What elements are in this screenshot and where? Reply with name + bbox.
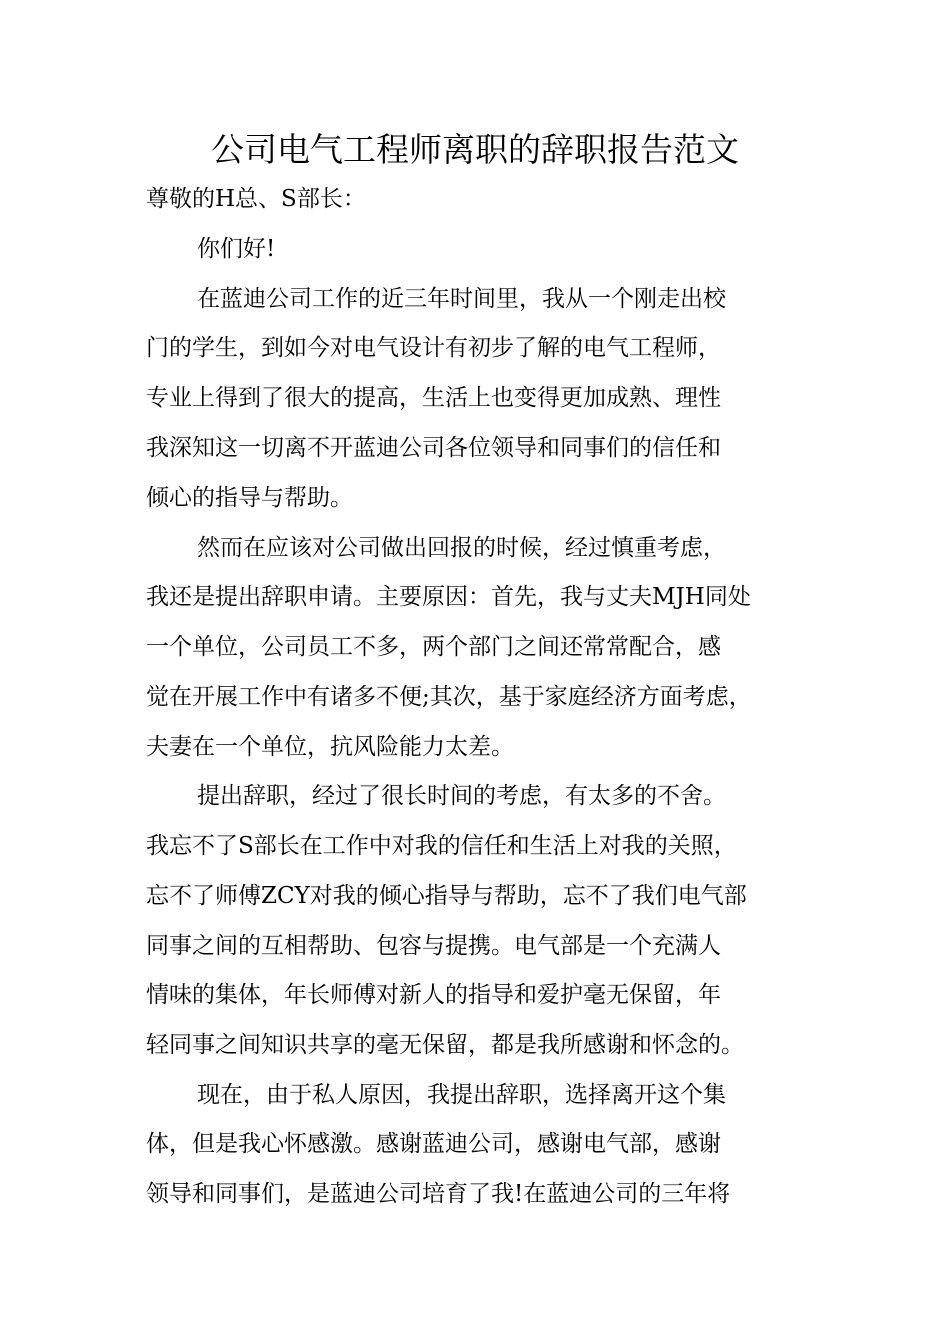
body-line: 同事之间的互相帮助、包容与提携。电气部是一个充满人	[146, 933, 721, 959]
body-line: 情味的集体，年长师傅对新人的指导和爱护毫无保留，年	[146, 982, 721, 1008]
body-line: 现在，由于私人原因，我提出辞职，选择离开这个集	[197, 1082, 726, 1108]
body-line: 我还是提出辞职申请。主要原因：首先，我与丈夫MJH同处	[146, 584, 751, 610]
body-line: 我忘不了S部长在工作中对我的信任和生活上对我的关照，	[146, 833, 737, 859]
body-line: 倾心的指导与帮助。	[146, 485, 353, 511]
body-line: 专业上得到了很大的提高，生活上也变得更加成熟、理性	[146, 385, 721, 411]
salutation: 尊敬的H总、S部长：	[146, 186, 366, 212]
body-line: 我深知这一切离不开蓝迪公司各位领导和同事们的信任和	[146, 435, 721, 461]
document-title: 公司电气工程师离职的辞职报告范文	[211, 130, 739, 169]
body-line: 体，但是我心怀感激。感谢蓝迪公司，感谢电气部，感谢	[146, 1131, 721, 1157]
body-line: 夫妻在一个单位，抗风险能力太差。	[146, 734, 514, 760]
body-line: 在蓝迪公司工作的近三年时间里，我从一个刚走出校	[197, 286, 726, 312]
body-line: 忘不了师傅ZCY对我的倾心指导与帮助，忘不了我们电气部	[146, 883, 747, 909]
body-line: 门的学生，到如今对电气设计有初步了解的电气工程师，	[146, 335, 721, 361]
body-line: 领导和同事们，是蓝迪公司培育了我!在蓝迪公司的三年将	[146, 1181, 731, 1207]
body-line: 然而在应该对公司做出回报的时候，经过慎重考虑，	[197, 535, 726, 561]
body-line: 觉在开展工作中有诸多不便;其次，基于家庭经济方面考虑，	[146, 684, 752, 710]
body-line: 轻同事之间知识共享的毫无保留，都是我所感谢和怀念的。	[146, 1032, 744, 1058]
body-line: 一个单位，公司员工不多，两个部门之间还常常配合，感	[146, 634, 721, 660]
body-line: 提出辞职，经过了很长时间的考虑，有太多的不舍。	[197, 783, 726, 809]
greeting: 你们好!	[197, 236, 276, 262]
